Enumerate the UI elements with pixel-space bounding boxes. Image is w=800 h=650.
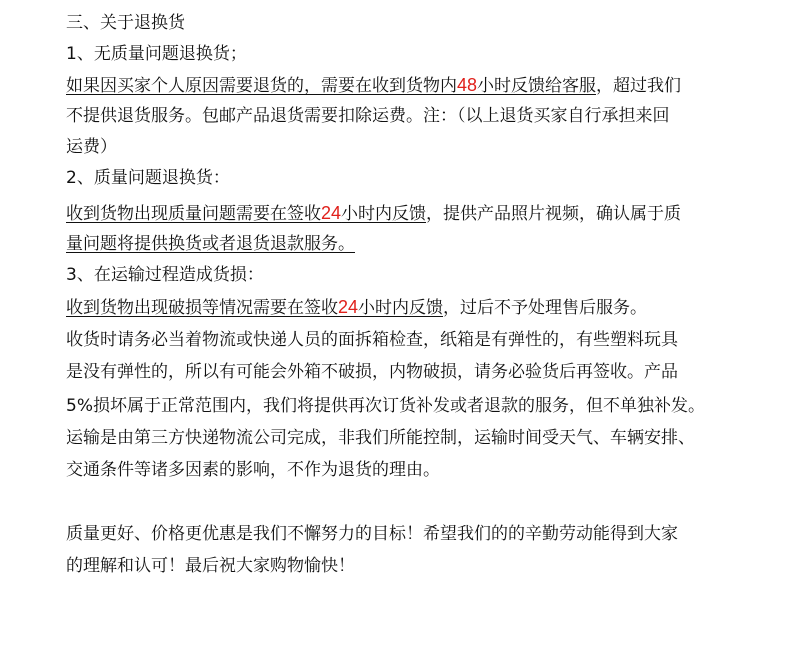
item3-underlined-text bbox=[66, 298, 443, 318]
item2-underlined-text bbox=[66, 204, 426, 224]
item2-text-rest: ，提供产品照片视频，确认属于质 bbox=[426, 204, 682, 224]
item2-text-c: 量问题将提供换货或者退货退款服务。 bbox=[66, 234, 355, 254]
note-line-4: 运输是由第三方快递物流公司完成，非我们所能控制，运输时间受天气、车辆安排、 bbox=[66, 428, 695, 448]
item3-hours-highlight: 24 bbox=[338, 297, 359, 317]
note-line-2: 是没有弹性的，所以有可能会外箱不破损，内物破损，请务必验货后再签收。产品 bbox=[66, 362, 678, 382]
section-title: 三、关于退换货 bbox=[66, 13, 185, 33]
item3-text-a: 收到货物出现破损等情况需要在签收 bbox=[66, 298, 338, 318]
note-line-5: 交通条件等诸多因素的影响，不作为退货的理由。 bbox=[66, 460, 440, 480]
item2-heading: 2、质量问题退换货： bbox=[66, 168, 230, 188]
note-line-1: 收货时请务必当着物流或快递人员的面拆箱检查，纸箱是有弹性的，有些塑料玩具 bbox=[66, 330, 678, 350]
item1-line-3: 运费） bbox=[66, 137, 117, 157]
item1-line-2: 不提供退货服务。包邮产品退货需要扣除运费。注：（以上退货买家自行承担来回 bbox=[66, 106, 670, 126]
item2-line-2 bbox=[66, 234, 355, 254]
item3-text-rest: ，过后不予处理售后服务。 bbox=[443, 298, 648, 318]
item1-text-rest: ，超过我们 bbox=[596, 76, 682, 96]
item1-text-a: 如果因买家个人原因需要退货的，需要在收到货物内 bbox=[66, 76, 457, 96]
item1-hours-highlight: 48 bbox=[457, 75, 478, 95]
item1-line-1 bbox=[66, 75, 681, 96]
item2-hours-highlight: 24 bbox=[321, 203, 342, 223]
item1-text-b: 小时反馈给客服 bbox=[477, 76, 597, 96]
item3-heading: 3、在运输过程造成货损： bbox=[66, 265, 264, 285]
closing-line-2: 的理解和认可！最后祝大家购物愉快！ bbox=[66, 556, 355, 576]
item1-heading: 1、无质量问题退换货； bbox=[66, 44, 247, 64]
item2-line-1 bbox=[66, 203, 681, 224]
item3-line-1 bbox=[66, 297, 647, 318]
item3-text-b: 小时内反馈 bbox=[358, 298, 444, 318]
closing-line-1: 质量更好、价格更优惠是我们不懈努力的目标！希望我们的的辛勤劳动能得到大家 bbox=[66, 524, 678, 544]
item2-text-b: 小时内反馈 bbox=[341, 204, 427, 224]
item1-underlined-text bbox=[66, 76, 596, 96]
item2-text-a: 收到货物出现质量问题需要在签收 bbox=[66, 204, 321, 224]
note-line-3: 5%损坏属于正常范围内，我们将提供再次订货补发或者退款的服务，但不单独补发。 bbox=[66, 396, 705, 416]
